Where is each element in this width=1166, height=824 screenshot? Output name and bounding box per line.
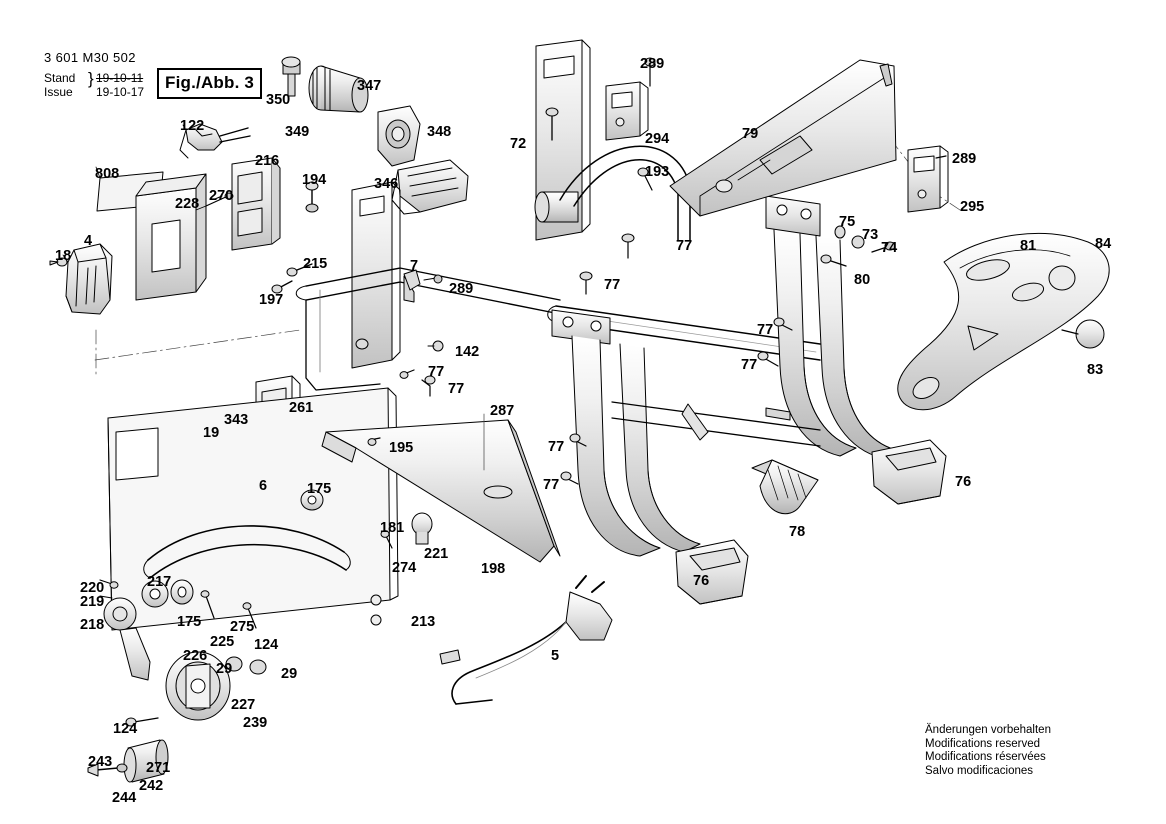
part-callout-7: 7: [410, 258, 419, 274]
part-callout-350: 350: [266, 92, 291, 108]
part-callout-29: 29: [281, 666, 298, 682]
footer-line-de: Änderungen vorbehalten: [925, 724, 1051, 736]
part-callout-76: 76: [693, 573, 710, 589]
part-callout-194: 194: [302, 172, 327, 188]
part-callout-72: 72: [510, 136, 527, 152]
figure-label: Fig./Abb. 3: [157, 68, 262, 99]
part-callout-261: 261: [289, 400, 314, 416]
part-callout-77: 77: [676, 238, 693, 254]
part-callout-275: 275: [230, 619, 255, 635]
part-callout-227: 227: [231, 697, 256, 713]
part-callout-79: 79: [742, 126, 759, 142]
part-callout-349: 349: [285, 124, 310, 140]
part-callout-74: 74: [881, 240, 898, 256]
part-callout-287: 287: [490, 403, 515, 419]
part-callout-271: 271: [146, 760, 171, 776]
part-callout-77: 77: [428, 364, 445, 380]
part-callout-76: 76: [955, 474, 972, 490]
footer-disclaimer: [925, 724, 1051, 778]
part-callout-289: 289: [952, 151, 977, 167]
footer-line-es: Salvo modificaciones: [925, 764, 1034, 777]
date-brace: }: [88, 69, 94, 88]
part-callout-4: 4: [84, 233, 93, 249]
part-callout-77: 77: [604, 277, 621, 293]
part-callout-175: 175: [177, 614, 202, 630]
part-callout-244: 244: [112, 790, 137, 806]
stand-label: Stand: [44, 71, 76, 85]
part-callout-289: 289: [640, 56, 665, 72]
part-callout-218: 218: [80, 617, 105, 633]
part-callout-243: 243: [88, 754, 113, 770]
part-number: 3 601 M30 502: [44, 50, 136, 65]
footer-line-en: Modifications reserved: [925, 737, 1041, 750]
part-callout-215: 215: [303, 256, 328, 272]
part-callout-213: 213: [411, 614, 436, 630]
part-callout-81: 81: [1020, 238, 1037, 254]
part-callout-5: 5: [551, 648, 560, 664]
part-callout-77: 77: [543, 477, 560, 493]
part-callout-75: 75: [839, 214, 856, 230]
part-callout-221: 221: [424, 546, 449, 562]
part-callout-216: 216: [255, 153, 280, 169]
part-callout-181: 181: [380, 520, 405, 536]
part-callout-295: 295: [960, 199, 985, 215]
date-current: 19-10-17: [96, 85, 145, 99]
part-callout-242: 242: [139, 778, 164, 794]
part-callout-6: 6: [259, 478, 268, 494]
part-callout-195: 195: [389, 440, 414, 456]
part-callout-29: 29: [216, 661, 233, 677]
part-callout-294: 294: [645, 131, 670, 147]
part-callout-198: 198: [481, 561, 506, 577]
part-callout-80: 80: [854, 272, 871, 288]
part-callout-343: 343: [224, 412, 249, 428]
footer-line-fr: Modifications réservées: [925, 751, 1046, 763]
part-callout-77: 77: [741, 357, 758, 373]
part-callout-239: 239: [243, 715, 268, 731]
part-callout-77: 77: [448, 381, 465, 397]
part-callout-124: 124: [113, 721, 138, 737]
part-callout-347: 347: [357, 78, 382, 94]
part-callout-348: 348: [427, 124, 452, 140]
part-callout-217: 217: [147, 574, 172, 590]
part-callout-84: 84: [1095, 236, 1112, 252]
part-callout-142: 142: [455, 344, 480, 360]
part-callout-225: 225: [210, 634, 235, 650]
part-callout-124: 124: [254, 637, 279, 653]
part-callout-77: 77: [548, 439, 565, 455]
part-callout-77: 77: [757, 322, 774, 338]
part-callout-289: 289: [449, 281, 474, 297]
part-callout-228: 228: [175, 196, 200, 212]
part-callout-122: 122: [180, 118, 205, 134]
part-callout-193: 193: [645, 164, 670, 180]
part-callout-83: 83: [1087, 362, 1104, 378]
issue-label: Issue: [44, 85, 73, 99]
part-callout-78: 78: [789, 524, 806, 540]
part-callout-19: 19: [203, 425, 220, 441]
part-callout-808: 808: [95, 166, 120, 182]
part-callout-220: 220: [80, 580, 105, 596]
part-callout-18: 18: [55, 248, 72, 264]
part-callout-346: 346: [374, 176, 399, 192]
part-callout-175: 175: [307, 481, 332, 497]
part-callout-274: 274: [392, 560, 417, 576]
part-callout-219: 219: [80, 594, 105, 610]
date-superseded: 19-10-11: [96, 71, 144, 85]
part-callout-226: 226: [183, 648, 208, 664]
part-callout-73: 73: [862, 227, 879, 243]
part-callout-270: 270: [209, 188, 234, 204]
part-callout-197: 197: [259, 292, 284, 308]
